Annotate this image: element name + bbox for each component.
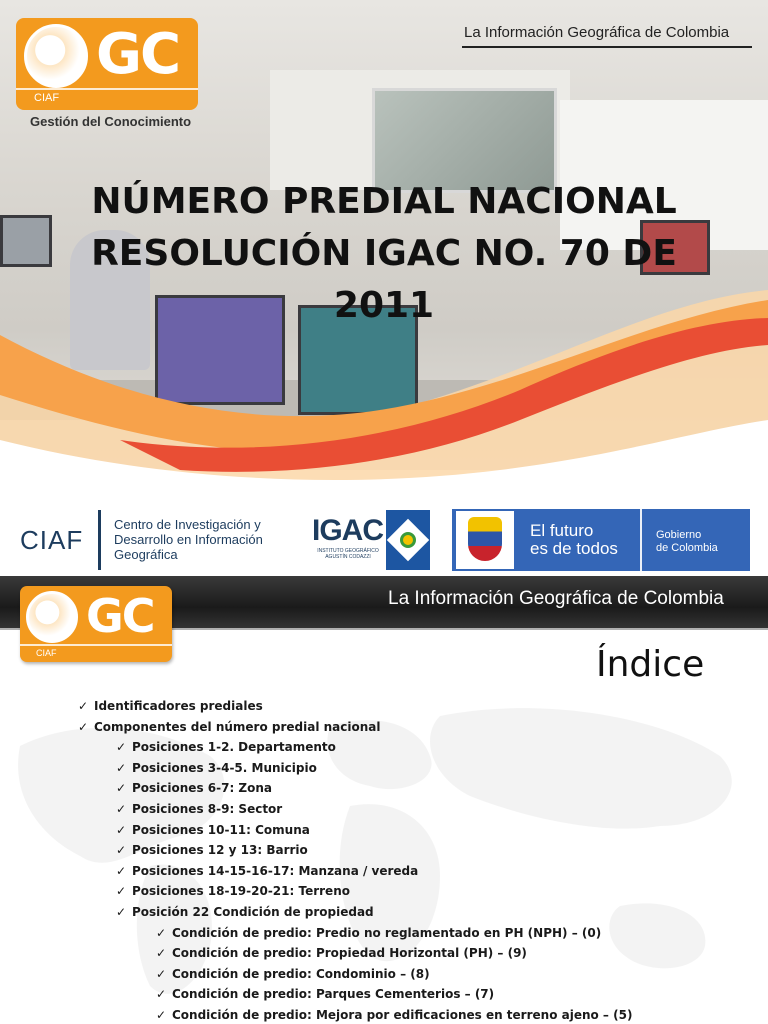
toc-item [78,923,758,944]
title-line: NÚMERO PREDIAL NACIONAL [91,181,677,222]
toc-item [78,758,758,779]
header-underline [462,46,752,48]
checkmark-icon: ✓ [116,822,127,837]
toc-item-text: Posiciones 14-15-16-17: Manzana / vereda [132,863,419,878]
toc-item [78,820,758,841]
toc-item-text: Posición 22 Condición de propiedad [132,904,374,919]
logo-ciaf-text: CIAF [36,648,57,658]
igac-logo-word: IGAC [312,514,383,547]
coat-of-arms-icon [456,511,514,569]
toc-item-text: Posiciones 10-11: Comuna [132,822,310,837]
toc-item [78,799,758,820]
slide-title: Índice [596,644,705,685]
checkmark-icon: ✓ [116,884,127,899]
ciaf-logo-word: CIAF [20,525,84,555]
toc-item-text: Posiciones 12 y 13: Barrio [132,843,308,858]
title-line: RESOLUCIÓN IGAC NO. 70 DE [91,233,677,274]
ciaf-description: Centro de Investigación y Desarrollo en Información Geográfica [114,517,263,562]
checkmark-icon: ✓ [156,946,167,961]
toc-item [78,902,758,923]
toc-item-text: Condición de predio: Propiedad Horizontal (PH) – (9) [172,946,527,961]
toc-item-text: Condición de predio: Parques Cementerios – (7) [172,987,495,1002]
logo-ciaf-text: CIAF [34,92,60,104]
globe-icon [24,24,88,88]
toc-item-text: Condición de predio: Mejora por edificaciones en terreno ajeno – (5) [172,1007,633,1022]
toc-item [78,861,758,882]
igac-subtitle: INSTITUTO GEOGRÁFICO AGUSTÍN CODAZZI [317,548,379,560]
checkmark-icon: ✓ [116,781,127,796]
toc-item-text: Componentes del número predial nacional [94,719,381,734]
toc-item [78,984,758,1005]
toc-item-text: Posiciones 18-19-20-21: Terreno [132,884,350,899]
checkmark-icon: ✓ [116,904,127,919]
table-of-contents [78,696,758,1024]
checkmark-icon: ✓ [78,699,89,713]
toc-item-text: Posiciones 8-9: Sector [132,801,283,816]
checkmark-icon: ✓ [156,987,167,1002]
header-tagline: La Información Geográfica de Colombia [464,24,730,41]
toc-item-text: Posiciones 1-2. Departamento [132,740,336,755]
index-slide [0,576,768,1024]
gobierno-logo [452,509,750,571]
checkmark-icon: ✓ [116,760,127,775]
checkmark-icon: ✓ [156,1007,167,1022]
checkmark-icon: ✓ [156,966,167,981]
gov-name: Gobierno de Colombia [656,529,718,554]
checkmark-icon: ✓ [116,843,127,858]
globe-icon [26,591,78,643]
logo-gc-text: GC [86,589,154,643]
toc-item-text: Posiciones 6-7: Zona [132,781,273,796]
toc-item [78,696,758,717]
toc-item [78,840,758,861]
checkmark-icon: ✓ [116,801,127,816]
gov-slogan: El futuro es de todos [530,521,618,558]
toc-item-text: Identificadores prediales [94,699,263,713]
gc-logo [20,586,172,662]
toc-item [78,943,758,964]
gc-logo [16,18,198,110]
toc-item [78,1005,758,1024]
checkmark-icon: ✓ [78,719,89,734]
title-line: 2011 [333,285,435,326]
checkmark-icon: ✓ [116,863,127,878]
toc-item [78,778,758,799]
toc-item-text: Condición de predio: Condominio – (8) [172,966,430,981]
toc-item [78,717,758,738]
igac-emblem-icon [386,510,430,570]
toc-item [78,737,758,758]
toc-item [78,964,758,985]
checkmark-icon: ✓ [156,925,167,940]
logo-subtitle: Gestión del Conocimiento [30,114,192,129]
slide-title [40,176,728,332]
logo-gc-text: GC [96,22,180,87]
toc-item [78,881,758,902]
header-tagline: La Información Geográfica de Colombia [388,588,724,609]
toc-item-text: Posiciones 3-4-5. Municipio [132,760,317,775]
toc-item-text: Condición de predio: Predio no reglamentado en PH (NPH) – (0) [172,925,602,940]
checkmark-icon: ✓ [116,740,127,755]
